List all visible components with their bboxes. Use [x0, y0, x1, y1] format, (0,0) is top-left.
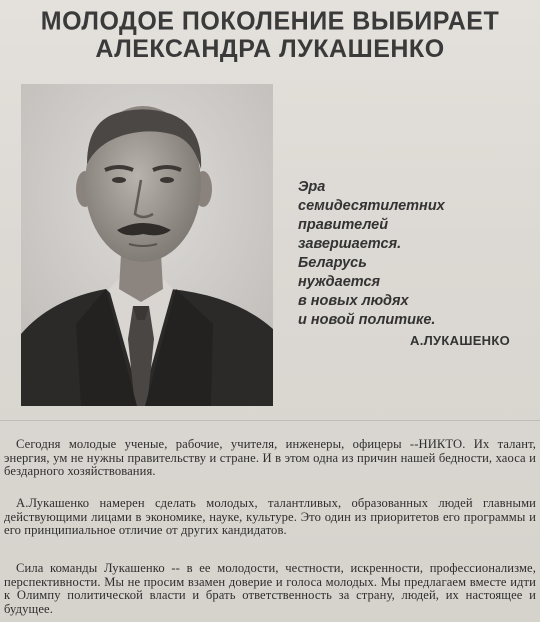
- quote-line: в новых людях: [298, 293, 409, 309]
- campaign-quote: [298, 178, 445, 330]
- body-paragraph-2: А.Лукашенко намерен сделать молодых, талантливых, образованных людей главными действующими лицами в экономике, науке, культуре. Это один из приоритетов его программы и его принципиальное отличие от других кандидатов.: [4, 496, 536, 537]
- headline-line-2: АЛЕКСАНДРА ЛУКАШЕНКО: [95, 35, 445, 63]
- body-paragraph-3: Сила команды Лукашенко -- в ее молодости, честности, искренности, профессионализме, перспективности. Мы не просим взамен доверие и голоса молодых. Мы предлагаем вместе идти к Олимпу политической власти и брать ответственность за страну, людей, их настоящее и будущее.: [4, 561, 536, 616]
- quote-line: семидесятилетних: [298, 198, 445, 214]
- portrait-photo: [21, 84, 273, 406]
- headline-line-1: МОЛОДОЕ ПОКОЛЕНИЕ ВЫБИРАЕТ: [40, 6, 500, 36]
- quote-line: Беларусь: [298, 255, 367, 271]
- quote-line: завершается.: [298, 236, 402, 252]
- fold-line: [0, 420, 540, 421]
- quote-line: и новой политике.: [298, 312, 436, 328]
- quote-line: нуждается: [298, 274, 381, 290]
- quote-line: правителей: [298, 217, 389, 233]
- quote-signature: А.ЛУКАШЕНКО: [410, 333, 511, 348]
- portrait-illustration: [21, 84, 273, 406]
- quote-line: Эра: [298, 179, 326, 195]
- body-paragraph-1: Сегодня молодые ученые, рабочие, учителя, инженеры, офицеры --НИКТО. Их талант, энергия, ум не нужны правительству и стране. И в этом одна из причин нашей бедности, хаоса и бездарного хозяйствования.: [4, 437, 536, 478]
